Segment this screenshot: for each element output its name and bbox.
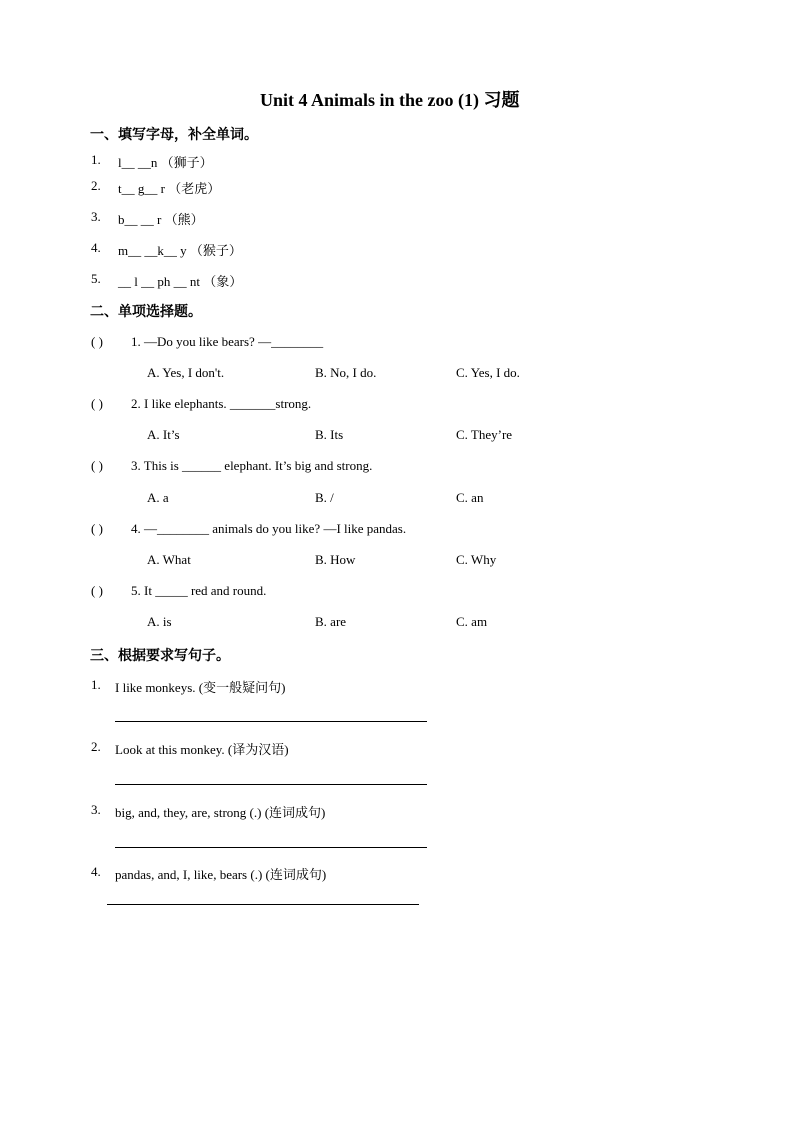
option-a: A. is [147, 614, 172, 629]
option-c: C. an [456, 490, 484, 505]
section-3-heading: 三、根据要求写句子。 [90, 649, 230, 664]
item-number: 2. [91, 739, 101, 754]
option-a: A. What [147, 552, 191, 567]
item-text: big, and, they, are, strong (.) (连词成句) [115, 805, 326, 820]
item-text: t__ g__ r （老虎） [118, 181, 221, 196]
option-a: A. Yes, I don't. [147, 365, 225, 380]
item-number: 3. [91, 209, 101, 224]
section-2-heading: 二、单项选择题。 [90, 305, 202, 320]
item-text: pandas, and, I, like, bears (.) (连词成句) [115, 867, 327, 882]
question-text: 3. This is ______ elephant. It’s big and strong. [131, 458, 373, 473]
page-title: Unit 4 Animals in the zoo (1) 习题 [260, 90, 520, 110]
question-text: 5. It _____ red and round. [131, 583, 267, 598]
answer-bracket: ( ) [91, 521, 103, 536]
item-text: m__ __k__ y （猴子） [118, 243, 242, 258]
option-b: B. / [315, 490, 334, 505]
answer-line[interactable] [115, 721, 427, 722]
option-c: C. Yes, I do. [456, 365, 520, 380]
item-number: 5. [91, 271, 101, 286]
answer-line[interactable] [115, 784, 427, 785]
item-text: l__ __n （狮子） [118, 155, 213, 170]
item-number: 4. [91, 864, 101, 879]
item-number: 1. [91, 677, 101, 692]
item-number: 1. [91, 152, 101, 167]
answer-bracket: ( ) [91, 458, 103, 473]
answer-bracket: ( ) [91, 334, 103, 349]
option-c: C. They’re [456, 427, 513, 442]
item-text: b__ __ r （熊） [118, 212, 204, 227]
item-number: 4. [91, 240, 101, 255]
option-b: B. Its [315, 427, 344, 442]
option-c: C. am [456, 614, 488, 629]
question-text: 1. —Do you like bears? —________ [131, 334, 324, 349]
item-text: Look at this monkey. (译为汉语) [115, 742, 289, 757]
option-a: A. a [147, 490, 169, 505]
answer-bracket: ( ) [91, 396, 103, 411]
item-text: I like monkeys. (变一般疑问句) [115, 680, 286, 695]
option-a: A. It’s [147, 427, 180, 442]
answer-line[interactable] [107, 904, 419, 905]
item-text: __ l __ ph __ nt （象） [118, 274, 243, 289]
option-b: B. are [315, 614, 347, 629]
answer-bracket: ( ) [91, 583, 103, 598]
question-text: 2. I like elephants. _______strong. [131, 396, 312, 411]
item-number: 3. [91, 802, 101, 817]
option-b: B. No, I do. [315, 365, 377, 380]
answer-line[interactable] [115, 847, 427, 848]
option-c: C. Why [456, 552, 497, 567]
option-b: B. How [315, 552, 356, 567]
section-1-heading: 一、填写字母，补全单词。 [90, 128, 258, 143]
question-text: 4. —________ animals do you like? —I like pandas. [131, 521, 407, 536]
item-number: 2. [91, 178, 101, 193]
